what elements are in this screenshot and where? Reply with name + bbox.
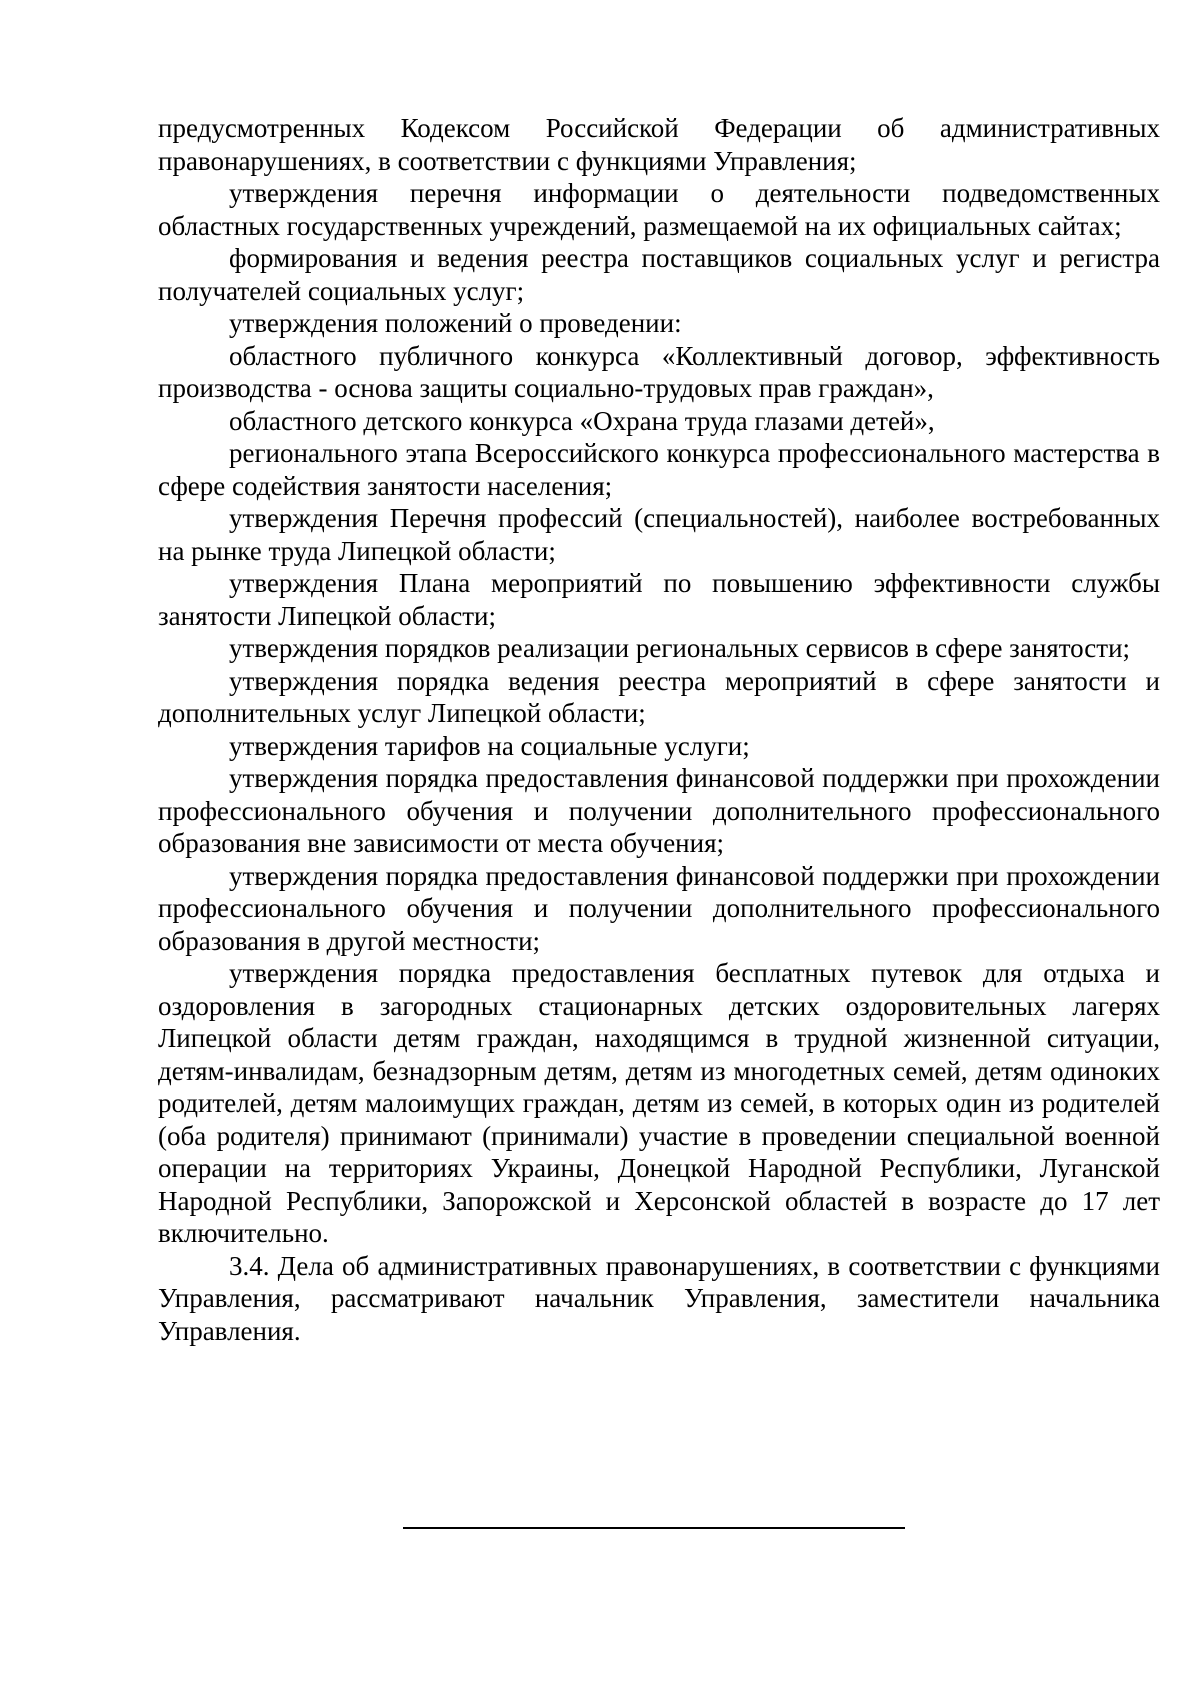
paragraph-list-item: утверждения тарифов на социальные услуги; (229, 730, 750, 761)
paragraph-list-item: утверждения Плана мероприятий по повышению эффективности службы занятости Липецкой области; (158, 568, 1160, 631)
paragraph-list-item: регионального этапа Всероссийского конкурса профессионального мастерства в сфере содействия занятости населения; (158, 438, 1160, 501)
paragraph-list-item: формирования и ведения реестра поставщиков социальных услуг и регистра получателей социальных услуг; (158, 243, 1160, 306)
end-of-document-line (403, 1527, 905, 1529)
paragraph-list-item: утверждения положений о проведении: (229, 308, 682, 338)
paragraph-list-item: утверждения порядков реализации региональных сервисов в сфере занятости; (229, 633, 1131, 663)
paragraph-list-item: утверждения Перечня профессий (специальностей), наиболее востребованных на рынке труда Липецкой области; (158, 503, 1160, 566)
document-body (158, 112, 1160, 1347)
paragraph-list-item: утверждения порядка ведения реестра мероприятий в сфере занятости и дополнительных услуг Липецкой области; (158, 665, 1160, 728)
paragraph-list-item: утверждения порядка предоставления финансовой поддержки при прохождении профессионального обучения и получении дополнительного профессионального образования в другой местности; (158, 860, 1160, 956)
paragraph-list-item: утверждения порядка предоставления финансовой поддержки при прохождении профессионального обучения и получении дополнительного профессионального образования вне зависимости от места обучения; (158, 763, 1160, 858)
paragraph-list-item: утверждения перечня информации о деятельности подведомственных областных государственных учреждений, размещаемой на их официальных сайтах; (158, 178, 1160, 241)
paragraph-list-item: областного публичного конкурса «Коллективный договор, эффективность производства - основа защиты социально-трудовых прав граждан», (158, 340, 1160, 403)
paragraph-list-item: областного детского конкурса «Охрана труда глазами детей», (229, 405, 935, 436)
paragraph-continuation: предусмотренных Кодексом Российской Федерации об административных правонарушениях, в соответствии с функциями Управления; (158, 113, 1160, 176)
paragraph-section-3-4: 3.4. Дела об административных правонарушениях, в соответствии с функциями Управления, рассматривают начальник Управления, заместители начальника Управления. (158, 1250, 1160, 1346)
paragraph-list-item: утверждения порядка предоставления бесплатных путевок для отдыха и оздоровления в загородных стационарных детских оздоровительных лагерях Липецкой области детям граждан, находящимся в трудной жизненной ситуации, детям-инвалидам, безнадзорным детям, детям из многодетных семей, детям одиноких родителей, детям малоимущих граждан, детям из семей, в которых один из родителей (оба родителя) принимают (принимали) участие в проведении специальной военной операции на территориях Украины, Донецкой Народной Республики, Луганской Народной Республики, Запорожской и Херсонской областей в возрасте до 17 лет включительно. (158, 958, 1160, 1248)
